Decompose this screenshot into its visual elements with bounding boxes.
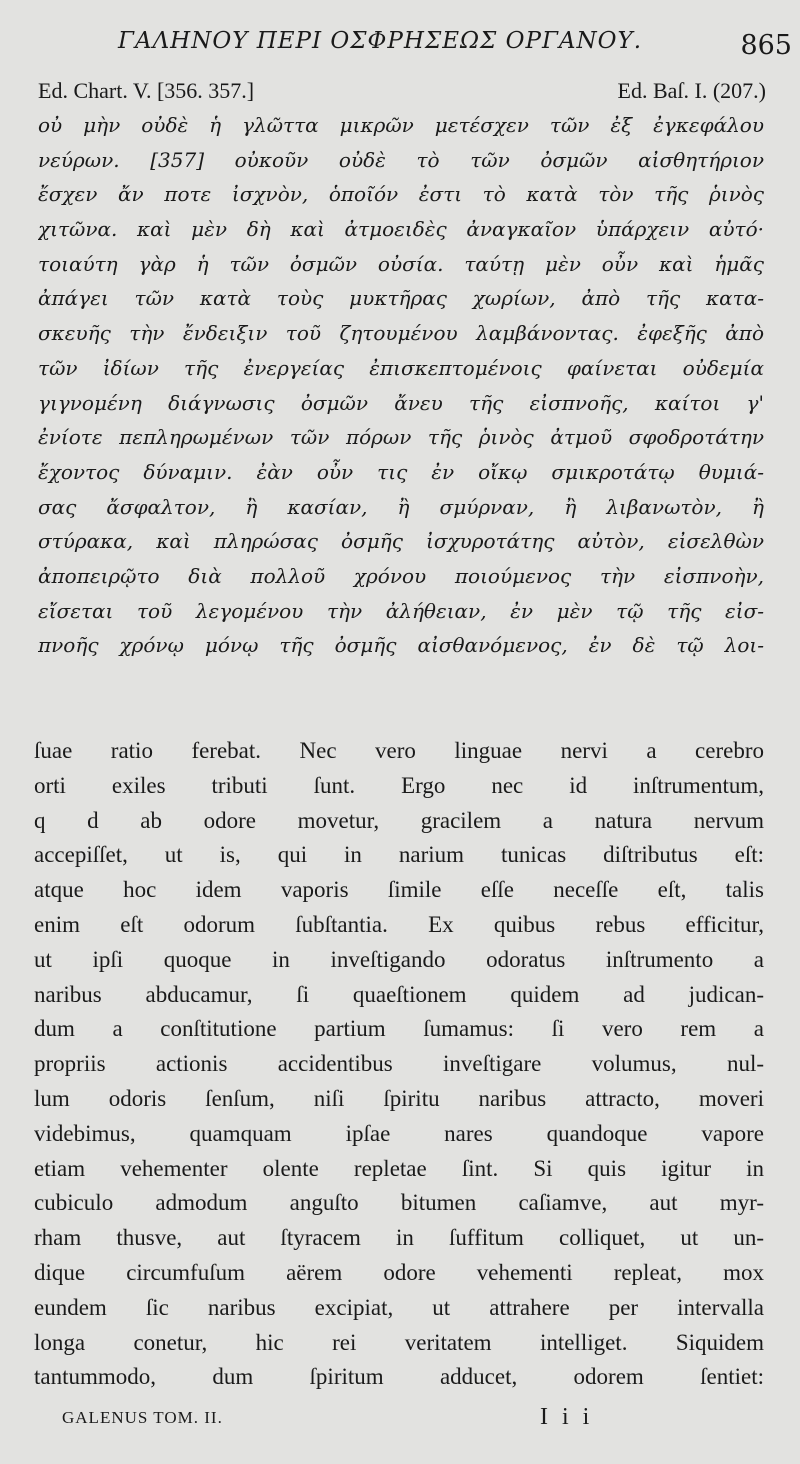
edition-reference-line (38, 78, 766, 108)
latin-line: dique circumfuſum aërem odore vehementi repleat, mox (34, 1259, 764, 1285)
greek-line: ἐνίοτε πεπληρωμένων τῶν πόρων τῆς ῥινὸς ἀτμοῦ σφοδροτάτην (38, 425, 764, 450)
latin-line: q d ab odore movetur, gracilem a natura nervum (34, 807, 764, 833)
greek-line: χιτῶνα. καὶ μὲν δὴ καὶ ἀτμοειδὲς ἀναγκαῖον ὑπάρχειν αὐτό· (38, 217, 764, 242)
latin-line: lum odoris ſenſum, niſi ſpiritu naribus attracto, moveri (34, 1085, 764, 1111)
latin-line: eundem ſic naribus excipiat, ut attrahere per intervalla (34, 1294, 764, 1320)
greek-line: ἀποπειρῷτο διὰ πολλοῦ χρόνου ποιούμενος τὴν εἰσπνοὴν, (38, 563, 764, 588)
greek-line: σας ἄσφαλτον, ἢ κασίαν, ἢ σμύρναν, ἢ λιβανωτὸν, ἢ (38, 494, 764, 519)
latin-line: propriis actionis accidentibus inveſtigare volumus, nul- (34, 1051, 764, 1077)
page-number: 865 (740, 30, 792, 61)
latin-line: dum a conſtitutione partium ſumamus: ſi vero rem a (34, 1016, 764, 1042)
latin-line: tantummodo, dum ſpiritum adducet, odorem ſentiet: (34, 1364, 764, 1390)
greek-text-block (38, 108, 764, 663)
greek-line: ἀπάγει τῶν κατὰ τοὺς μυκτῆρας χωρίων, ἀπὸ τῆς κατα- (38, 286, 764, 311)
latin-line: rham thusve, aut ſtyracem in ſuffitum colliquet, ut un- (34, 1225, 764, 1251)
greek-line: τοιαύτη γὰρ ἡ τῶν ὀσμῶν οὐσία. ταύτῃ μὲν οὖν καὶ ἡμᾶς (38, 251, 764, 276)
latin-line: longa conetur, hic rei veritatem intelliget. Siquidem (34, 1329, 764, 1355)
latin-line: ſuae ratio ferebat. Nec vero linguae nervi a cerebro (34, 738, 764, 763)
greek-line: σκευῆς τὴν ἔνδειξιν τοῦ ζητουμένου λαμβάνοντας. ἐφεξῆς ἀπὸ (38, 321, 764, 346)
latin-line: ut ipſi quoque in inveſtigando odoratus inſtrumento a (34, 946, 764, 972)
greek-line: ἔχοντος δύναμιν. ἐὰν οὖν τις ἐν οἴκῳ σμικροτάτῳ θυμιά- (38, 459, 764, 484)
latin-line: orti exiles tributi ſunt. Ergo nec id inſtrumentum, (34, 772, 764, 798)
page-footer (62, 1404, 760, 1434)
latin-line: cubiculo admodum anguſto bitumen caſiamve, aut myr- (34, 1190, 764, 1216)
greek-line: ἔσχεν ἄν ποτε ἰσχνὸν, ὁποῖόν ἐστι τὸ κατὰ τὸν τῆς ῥινὸς (38, 182, 764, 207)
volume-signature: GALENUS TOM. II. (62, 1408, 223, 1427)
running-title: ΓΑΛΗΝΟΥ ΠΕΡΙ ΟΣΦΡΗΣΕΩΣ ΟΡΓΑΝΟΥ. (118, 28, 643, 54)
quire-signature-mark: I i i (540, 1404, 594, 1430)
greek-line: γιγνομένη διάγνωσις ὀσμῶν ἄνευ τῆς εἰσπνοῆς, καίτοι γ' (38, 390, 764, 415)
greek-line: τῶν ἰδίων τῆς ἐνεργείας ἐπισκεπτομένοις φαίνεται οὐδεμία (38, 355, 764, 380)
latin-line: enim eſt odorum ſubſtantia. Ex quibus rebus efficitur, (34, 911, 764, 937)
latin-line: videbimus, quamquam ipſae nares quandoque vapore (34, 1120, 764, 1146)
greek-line: εἴσεται τοῦ λεγομένου τὴν ἀλήθειαν, ἐν μὲν τῷ τῆς εἰσ- (38, 598, 764, 623)
greek-line: νεύρων. [357] οὐκοῦν οὐδὲ τὸ τῶν ὀσμῶν αἰσθητήριον (38, 147, 764, 172)
edition-basel-reference: Ed. Baſ. I. (207.) (617, 78, 766, 103)
greek-line: στύρακα, καὶ πληρώσας ὀσμῆς ἰσχυροτάτης αὐτὸν, εἰσελθὼν (38, 529, 764, 554)
latin-text-block (34, 734, 764, 1395)
latin-line: etiam vehementer olente repletae ſint. Si quis igitur in (34, 1155, 764, 1181)
running-head (0, 24, 800, 64)
edition-chartier-reference: Ed. Chart. V. [356. 357.] (38, 78, 255, 103)
latin-line: atque hoc idem vaporis ſimile eſſe neceſſe eſt, talis (34, 877, 764, 903)
latin-line: naribus abducamur, ſi quaeſtionem quidem ad judican- (34, 981, 764, 1007)
latin-line: accepiſſet, ut is, qui in narium tunicas diſtributus eſt: (34, 842, 764, 868)
greek-line: πνοῆς χρόνῳ μόνῳ τῆς ὀσμῆς αἰσθανόμενος, ἐν δὲ τῷ λοι- (38, 633, 764, 658)
greek-line: οὐ μὴν οὐδὲ ἡ γλῶττα μικρῶν μετέσχεν τῶν ἐξ ἐγκεφάλου (38, 113, 764, 137)
